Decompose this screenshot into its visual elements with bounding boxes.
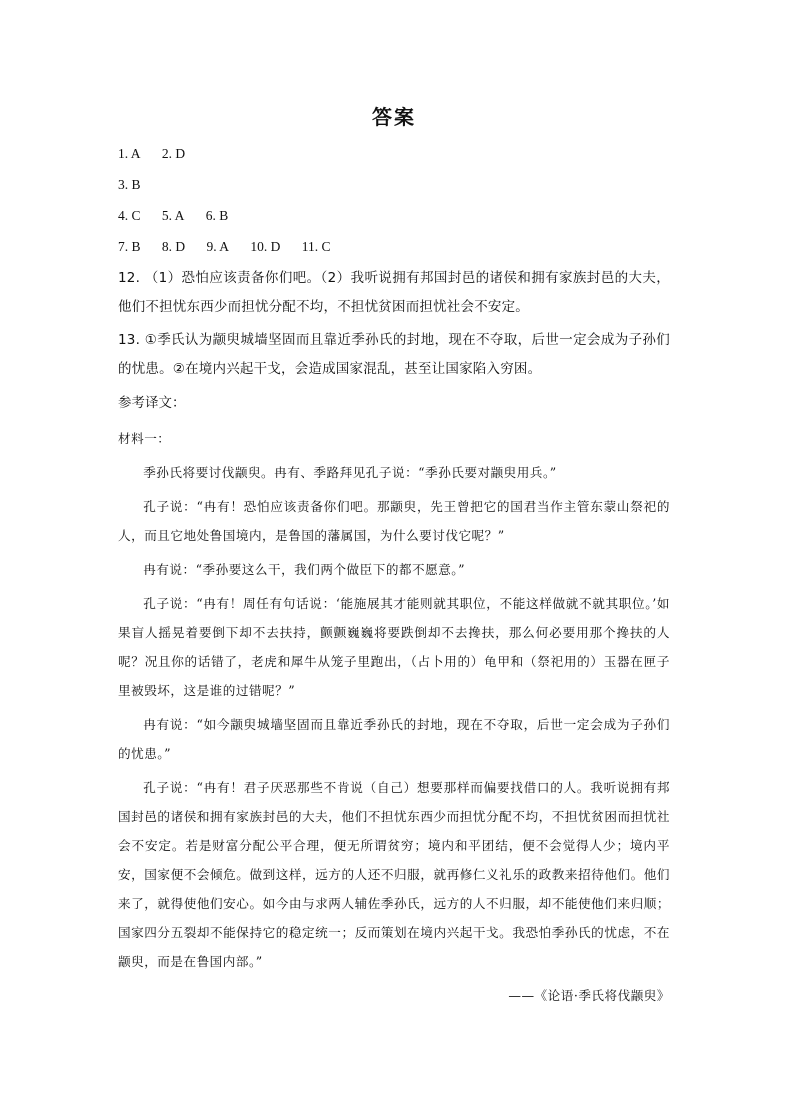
- material-label: 材料一：: [118, 431, 171, 446]
- translation-paragraph: 冉有说：“季孙要这么干，我们两个做臣下的都不愿意。”: [143, 562, 466, 577]
- answer-item: 11. C: [301, 239, 331, 254]
- answer-item: 7. B: [118, 239, 141, 254]
- reference-translation-label: 参考译文：: [118, 395, 186, 411]
- answer-line: [118, 236, 670, 267]
- answer-line: [118, 174, 670, 205]
- translation-paragraph: 季孙氏将要讨伐颛臾。冉有、季路拜见孔子说：“季孙氏要对颛臾用兵。”: [143, 465, 557, 480]
- answer-line: [118, 205, 670, 236]
- translation-paragraph: 孔子说：“冉有！君子厌恶那些不肯说（自己）想要那样而偏要找借口的人。我听说拥有邦国封邑的诸侯和拥有家族封邑的大夫，他们不担忧东西少而担忧分配不均，不担忧贫困而担忧社会不安定。若是财富分配公平合理，便无所谓贫穷；境内和平团结，便不会觉得人少；境内平安，国家便不会倾危。做到这样，远方的人还不归服，就再修仁义礼乐的政教来招待他们。他们来了，就得使他们安心。如今由与求两人辅佐季孙氏，远方的人不归服，却不能使他们来归顺；国家四分五裂却不能保持它的稳定统一；反而策划在境内兴起干戈。我恐怕季孙氏的忧虑，不在颛臾，而是在鲁国内部。”: [118, 780, 670, 969]
- answer-item: 10. D: [250, 239, 281, 254]
- page-title: 答案: [372, 105, 416, 129]
- answer-item: 9. A: [206, 239, 230, 254]
- translation-paragraph: 孔子说：“冉有！恐怕应该责备你们吧。那颛臾，先王曾把它的国君当作主管东蒙山祭祀的人，而且它地处鲁国境内，是鲁国的藩属国，为什么要讨伐它呢？”: [118, 499, 670, 543]
- translation-paragraph: 孔子说：“冉有！周任有句话说：‘能施展其才能则就其职位，不能这样做就不就其职位。’如果盲人摇晃着要倒下却不去扶持，颤颤巍巍将要跌倒却不去搀扶，那么何必要用那个搀扶的人呢？况且你的话错了，老虎和犀牛从笼子里跑出，（占卜用的）龟甲和（祭祀用的）玉器在匣子里被毁坏，这是谁的过错呢？”: [118, 596, 670, 698]
- answer-item: 4. C: [118, 208, 141, 223]
- reference-translation: [118, 424, 670, 1010]
- answer-item: 5. A: [161, 208, 185, 223]
- answer-item: 2. D: [161, 146, 186, 161]
- answer-item: 1. A: [118, 146, 141, 161]
- choice-answers: [118, 143, 670, 267]
- source-citation: ——《论语·季氏将伐颛臾》: [508, 988, 670, 1003]
- answer-item: 8. D: [161, 239, 186, 254]
- answer-item: 3. B: [118, 177, 141, 192]
- answer-line: [118, 143, 670, 174]
- answer-13: 13. ①季氏认为颛臾城墙坚固而且靠近季孙氏的封地，现在不夺取，后世一定会成为子孙们的忧患。②在境内兴起干戈，会造成国家混乱，甚至让国家陷入穷困。: [118, 332, 670, 377]
- answer-12: 12. （1）恐怕应该责备你们吧。（2）我听说拥有邦国封邑的诸侯和拥有家族封邑的大夫，他们不担忧东西少而担忧分配不均，不担忧贫困而担忧社会不安定。: [118, 270, 670, 315]
- answer-item: 6. B: [205, 208, 229, 223]
- translation-paragraph: 冉有说：“如今颛臾城墙坚固而且靠近季孙氏的封地，现在不夺取，后世一定会成为子孙们的忧患。”: [118, 717, 670, 761]
